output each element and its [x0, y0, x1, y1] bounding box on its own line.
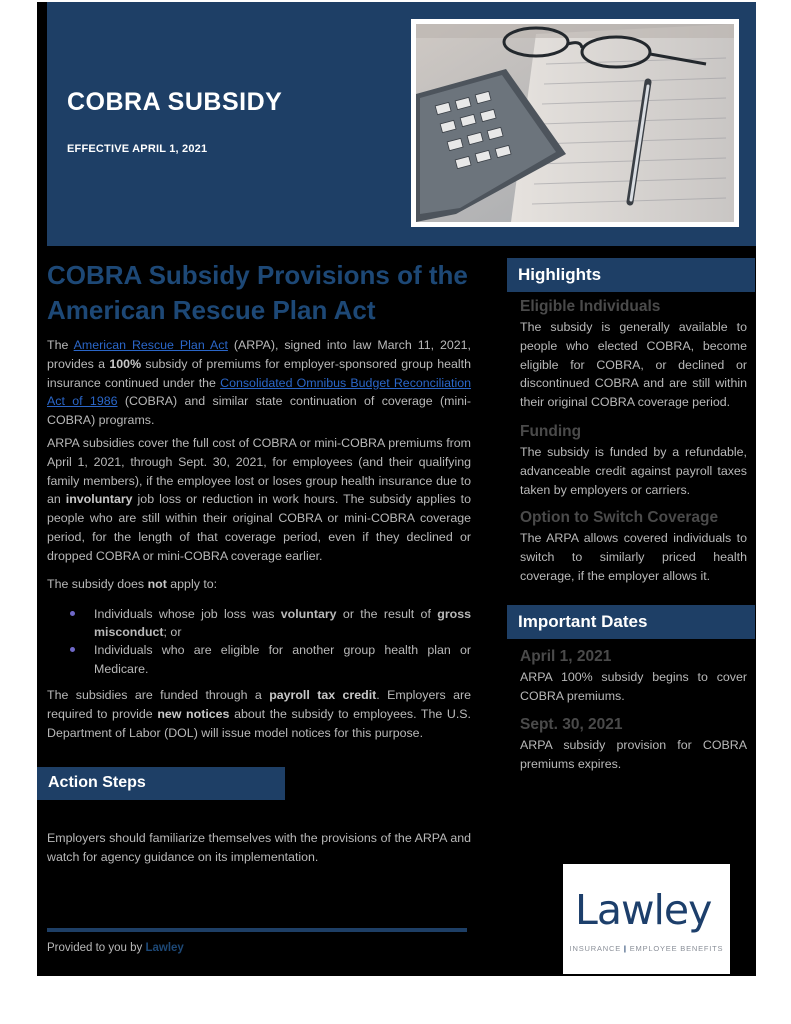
list-item: Individuals who are eligible for another group health plan or Medicare.: [65, 641, 471, 677]
highlight-text: The subsidy is funded by a refundable, advanceable credit against payroll taxes taken by employers or carriers.: [520, 445, 747, 497]
date-text: ARPA 100% subsidy begins to cover COBRA premiums.: [520, 670, 747, 703]
main-heading: COBRA Subsidy Provisions of the American Rescue Plan Act: [47, 260, 468, 325]
date-title: Sept. 30, 2021: [520, 716, 623, 733]
action-steps-text: Employers should familiarize themselves with the provisions of the ARPA and watch for agency guidance on its implementation.: [47, 831, 471, 864]
action-steps-header: [37, 767, 285, 800]
highlights-header: [507, 258, 755, 292]
calculator-pen-glasses-image: [416, 24, 734, 222]
highlights-heading: Highlights: [518, 265, 602, 284]
highlight-title: Option to Switch Coverage: [520, 509, 719, 526]
highlight-title: Eligible Individuals: [520, 298, 661, 315]
date-text: ARPA subsidy provision for COBRA premiums expires.: [520, 738, 747, 771]
important-dates-heading: Important Dates: [518, 612, 648, 631]
highlight-text: The subsidy is generally available to people who elected COBRA, become eligible for COBRA, or declined or discontinued COBRA and are still within their original COBRA coverage period.: [520, 320, 747, 410]
document-page: [37, 2, 756, 976]
list-item: Individuals whose job loss was voluntary or the result of gross misconduct; or: [65, 605, 471, 641]
footer-brand: Lawley: [145, 942, 184, 954]
footer-credit: Provided to you by Lawley: [47, 942, 184, 954]
date-title: April 1, 2021: [520, 648, 612, 665]
important-dates-header: [507, 605, 755, 639]
cobra-act-link[interactable]: Consolidated Omnibus Budget Reconciliation Act of 1986: [47, 375, 471, 409]
exclusions-intro: The subsidy does not apply to:: [47, 577, 218, 591]
funding-paragraph: The subsidies are funded through a payroll tax credit. Employers are required to provide new notices about the subsidy to employees. The U.S. Department of Labor (DOL) will issue model notices for this purpose.: [47, 688, 472, 740]
highlight-title: Funding: [520, 423, 582, 440]
highlight-text: The ARPA allows covered individuals to switch to similarly priced health coverage, if the employer allows it.: [520, 531, 747, 583]
logo-wordmark: Lawley: [575, 886, 712, 934]
logo-tagline: INSURANCE | EMPLOYEE BENEFITS: [569, 944, 724, 953]
coverage-paragraph: ARPA subsidies cover the full cost of COBRA or mini-COBRA premiums from April 1, 2021, through Sept. 30, 2021, for employees (and their qualifying family members), if the employee lost or loses group health insurance due to an involuntary job loss or reduction in work hours. The subsidy applies to people who are still within their original COBRA or mini-COBRA coverage period, for the length of that coverage period, even if they declined or dropped COBRA or mini-COBRA coverage earlier.: [47, 436, 471, 563]
effective-date: EFFECTIVE APRIL 1, 2021: [67, 143, 208, 155]
header-banner: [47, 2, 756, 246]
lawley-logo: [563, 864, 730, 974]
exclusions-list: [65, 605, 471, 678]
document-title: COBRA SUBSIDY: [67, 88, 283, 116]
arpa-link[interactable]: American Rescue Plan Act: [73, 338, 228, 352]
footer-divider: [47, 928, 467, 932]
header-photo: [411, 19, 739, 227]
action-steps-heading: Action Steps: [48, 774, 146, 791]
intro-paragraph: The American Rescue Plan Act (ARPA), signed into law March 11, 2021, provides a 100% subsidy of premiums for employer-sponsored group health insurance continued under the Consolidated Omnibus Budget Reconciliation Act of 1986 (COBRA) and similar state continuation of coverage (mini-COBRA) programs.: [47, 338, 471, 428]
